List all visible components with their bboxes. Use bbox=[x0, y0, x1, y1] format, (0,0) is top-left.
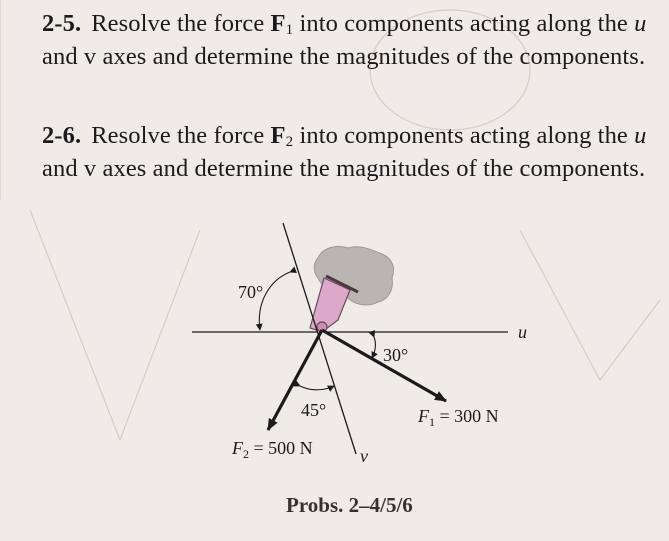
axis-u: u bbox=[634, 122, 647, 149]
problem-number: 2-5. bbox=[42, 10, 82, 37]
force-symbol: F bbox=[270, 10, 286, 37]
axis-v: v bbox=[83, 43, 97, 70]
u-axis-label: u bbox=[518, 322, 527, 342]
problem-number: 2-6. bbox=[42, 122, 82, 149]
v-axis-label: v bbox=[360, 446, 368, 466]
angle-30-label: 30° bbox=[383, 345, 409, 365]
force-f2-label: $F_2 = 500$ N bbox=[232, 438, 313, 461]
axis-u: u bbox=[634, 10, 647, 37]
angle-70-arc bbox=[259, 272, 290, 330]
problem-2-5: 2-5. Resolve the force $F_1$ into components acting along the u and v axes and determine the magnitudes of the components. bbox=[42, 10, 647, 70]
force-diagram bbox=[0, 210, 669, 490]
force-f1-label: $F_1 = 300$ N bbox=[418, 406, 499, 429]
angle-45-label: 45° bbox=[301, 400, 327, 420]
figure-caption: Probs. 2–4/5/6 bbox=[286, 493, 413, 517]
force-f1-arrow bbox=[322, 330, 446, 401]
axis-v: v bbox=[83, 155, 97, 182]
force-symbol: F bbox=[270, 122, 286, 149]
angle-45-arc bbox=[300, 386, 334, 390]
angle-70-label: 70° bbox=[238, 282, 264, 302]
problem-2-6: 2-6. Resolve the force $F_2$ into components acting along the u and v axes and determine the magnitudes of the components. bbox=[42, 122, 647, 182]
angle-30-arc bbox=[372, 337, 375, 358]
